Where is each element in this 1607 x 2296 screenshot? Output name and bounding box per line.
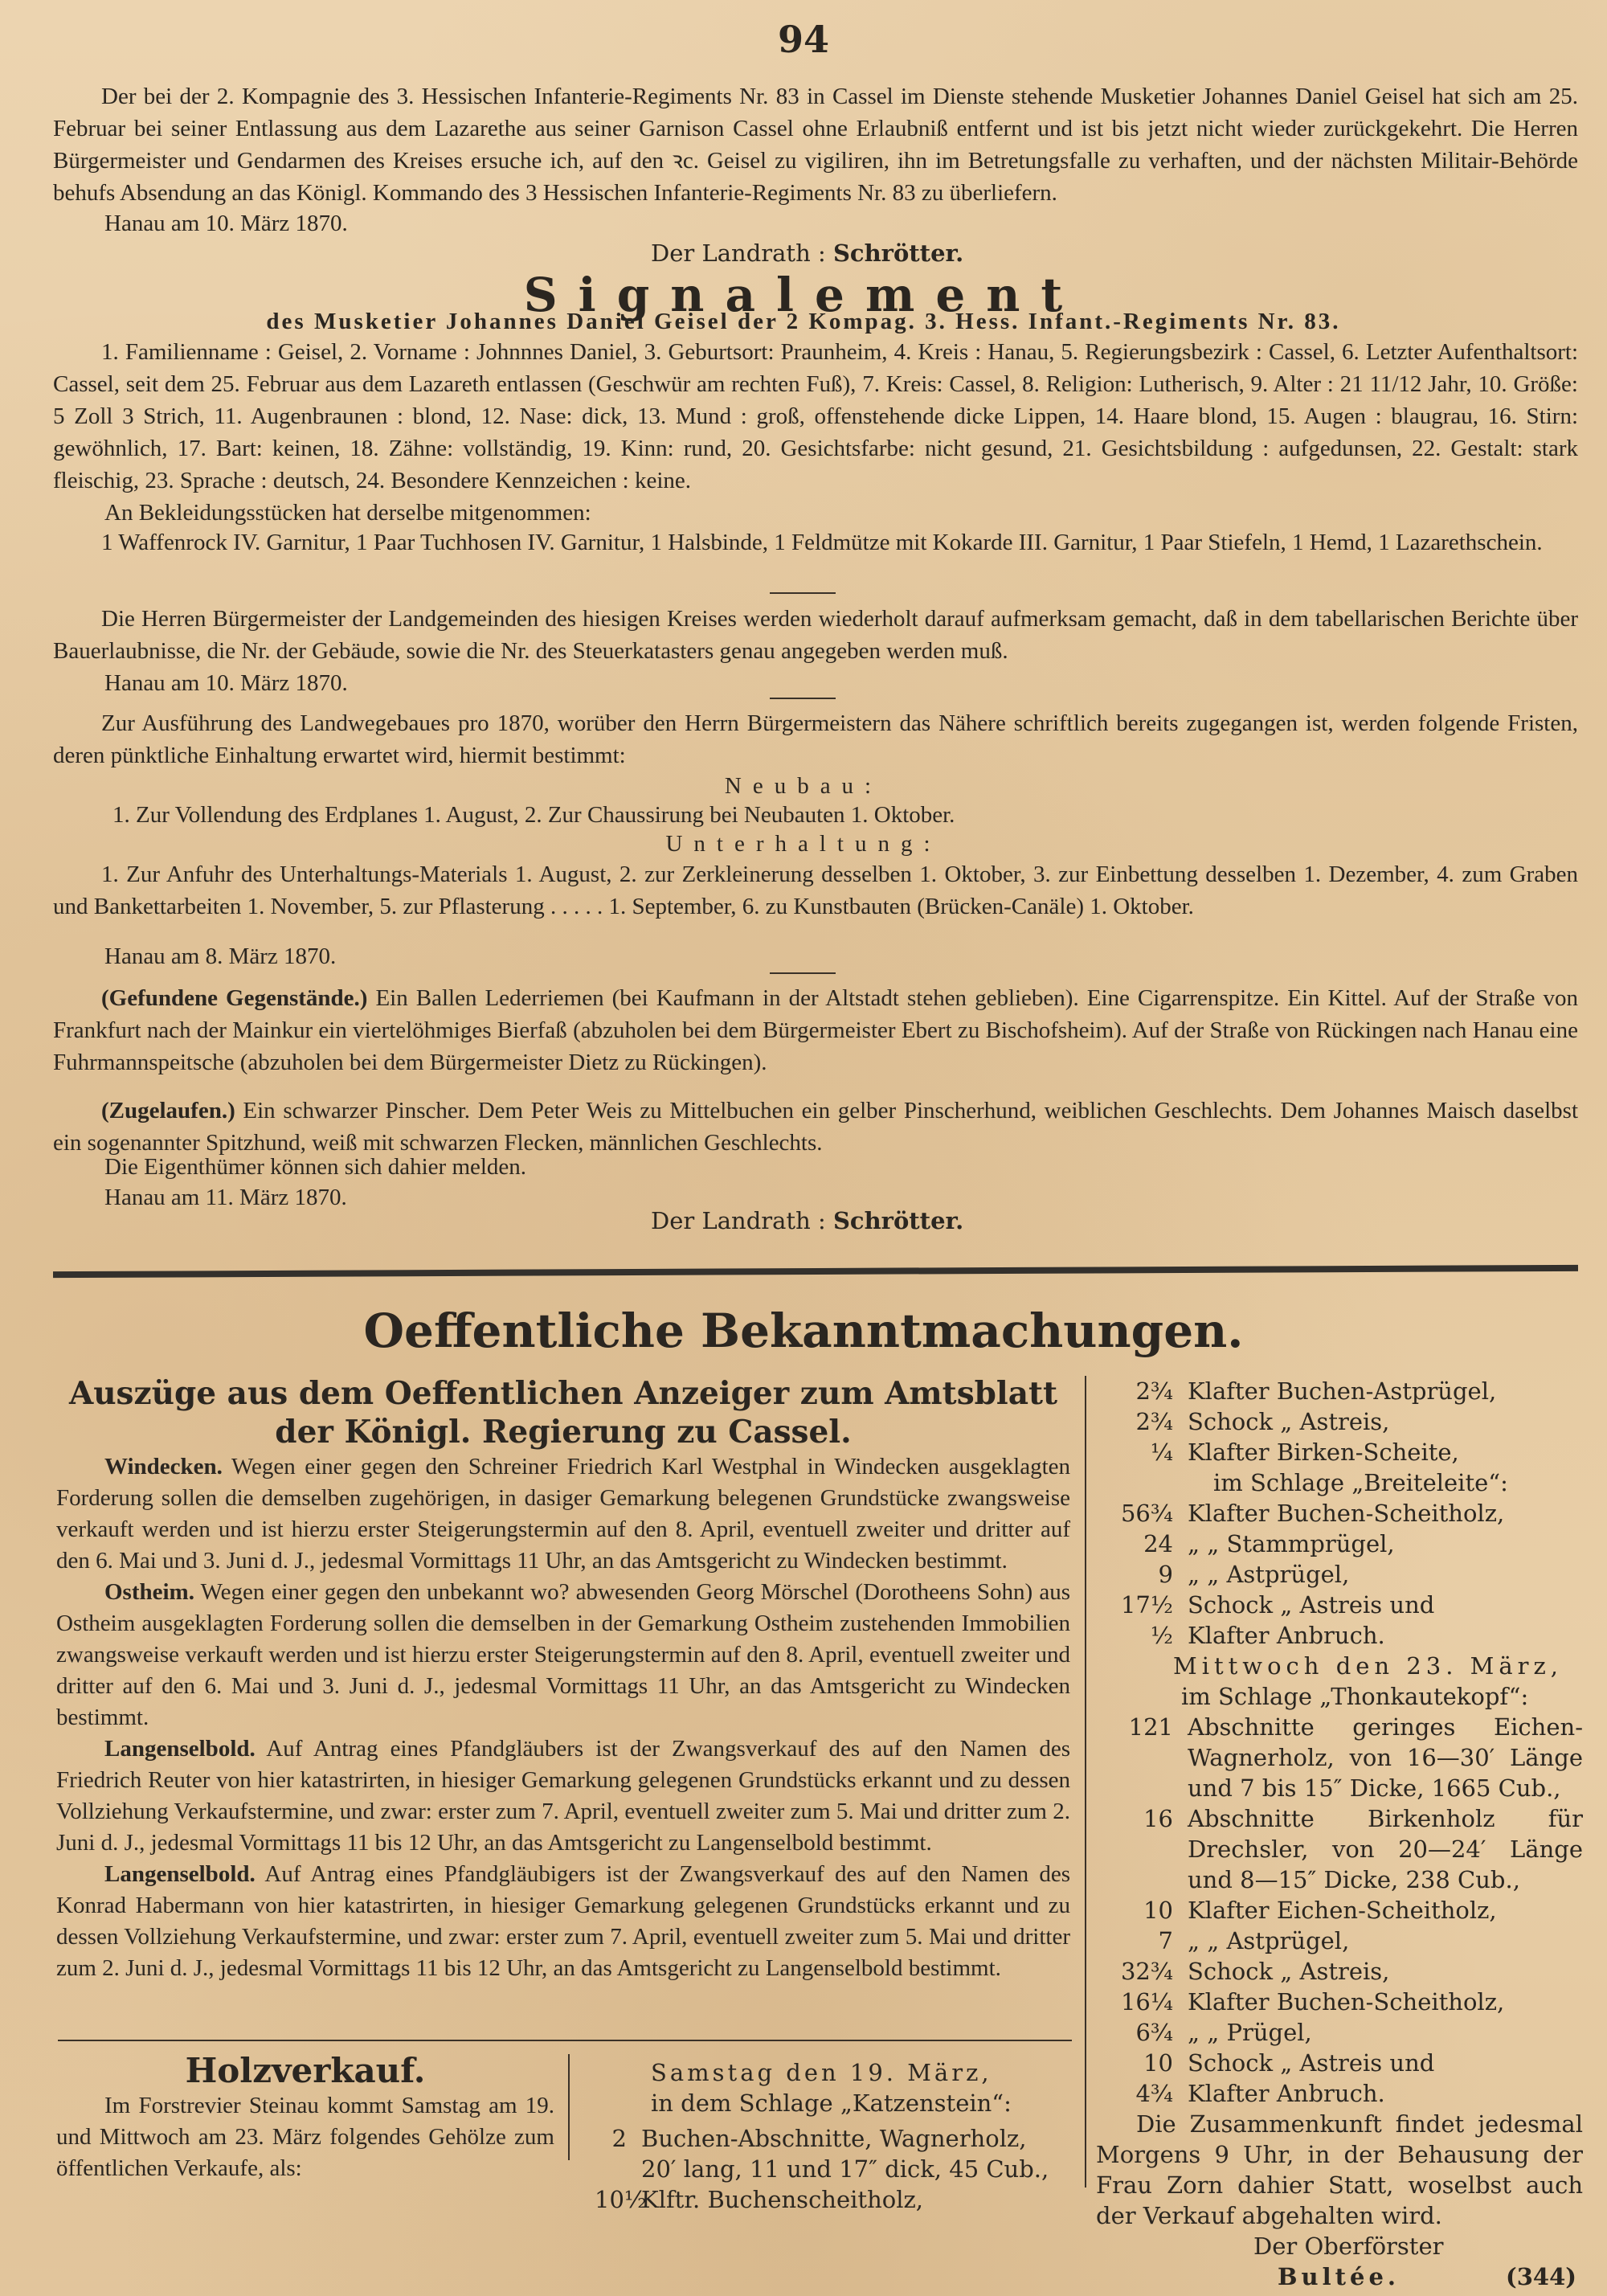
- wood-qty: 24: [1143, 1530, 1173, 1557]
- reference-number: (344): [1506, 2263, 1576, 2290]
- wood-qty: 10: [1143, 1897, 1173, 1924]
- wood-item: [1093, 1803, 1583, 1895]
- wood-desc: Abschnitte geringes Eichen-Wagnerholz, von 16—30′ Länge und 7 bis 15″ Dicke, 1665 Cub.,: [1188, 1713, 1583, 1802]
- deserter-notice-paragraph: Der bei der 2. Kompagnie des 3. Hessischen Infanterie-Regiments Nr. 83 in Cassel im Dienste stehende Musketier Johannes Daniel Geisel hat sich am 25. Februar bei seiner Entlassung aus dem Lazarethe aus seiner Garnison Cassel ohne Erlaubniß entfernt und ist bis jetzt nicht wieder zurückgekehrt. Die Herren Bürgermeister und Gendarmen des Kreises ersuche ich, auf den ꝛc. Geisel zu vigiliren, ihn im Betretungsfalle zu verhaften, und der nächsten Militair-Behörde behufs Absendung an das Königl. Kommando des 3 Hessischen Infanterie-Regiments Nr. 83 zu überliefern.: [53, 84, 1578, 206]
- holzverkauf-intro-block: [56, 2051, 554, 2184]
- signature-name: Schrötter.: [832, 1207, 964, 1234]
- wood-item: [1093, 1712, 1583, 1803]
- wood-item: [1093, 1529, 1583, 1559]
- wood-qty: 56¾: [1120, 1500, 1173, 1527]
- wood-item: [1093, 1987, 1583, 2017]
- wood-desc: Schock „ Astreis und: [1188, 1591, 1435, 1619]
- unterhaltung-text: 1. Zur Anfuhr des Unterhaltungs-Materials 1. August, 2. zur Zerkleinerung desselben 1. Oktober, 3. zur Einbettung desselben 1. Dezember, 4. zum Graben und Bankettarbeiten 1. November, 5. zur Pflasterung . . . . . 1. September, 6. zu Kunstbauten (Brücken-Canäle) 1. Oktober.: [53, 862, 1578, 919]
- wood-desc: Schock „ Astreis,: [1188, 1958, 1390, 1985]
- wood-qty: 4¾: [1135, 2080, 1173, 2107]
- wood-desc: „ „ Prügel,: [1188, 2019, 1312, 2046]
- wood-item: [1093, 1498, 1583, 1529]
- signalement-heading: Signalement: [523, 268, 1084, 322]
- wood-desc: Klafter Eichen-Scheitholz,: [1188, 1897, 1497, 1924]
- page-number: 94: [777, 18, 829, 61]
- wood-qty: 2: [611, 2125, 627, 2152]
- wood-desc: Klafter Anbruch.: [1188, 1622, 1385, 1649]
- holzverkauf-rule: [58, 2040, 1072, 2041]
- meeting-note: Die Zusammenkunft findet jedesmal Morgens 9 Uhr, in der Behausung der Frau Zorn dahier Statt, woselbst auch der Verkauf abgehalten wird.: [1096, 2110, 1583, 2229]
- wood-desc: Abschnitte Birkenholz für Drechsler, von 20—24′ Länge und 8—15″ Dicke, 238 Cub.,: [1188, 1805, 1583, 1893]
- wood-item: [1093, 1895, 1583, 1926]
- public-notices-heading: Oeffentliche Bekanntmachungen.: [363, 1304, 1244, 1358]
- strayed-animals-label: (Zugelaufen.): [101, 1098, 235, 1123]
- wood-desc: „ „ Astprügel,: [1188, 1561, 1350, 1588]
- wood-desc: Klafter Buchen-Scheitholz,: [1188, 1500, 1505, 1527]
- signature-name: Schrötter.: [832, 239, 964, 267]
- divider: [770, 698, 836, 699]
- found-items-label: (Gefundene Gegenstände.): [101, 985, 368, 1011]
- saturday-location: in dem Schlage „Katzenstein“:: [651, 2089, 1012, 2117]
- signature-line: [1093, 2261, 1583, 2292]
- signature-prefix: Der Landrath :: [651, 1207, 826, 1234]
- holzverkauf-heading: Holzverkauf.: [185, 2051, 426, 2090]
- wood-item: [1093, 1376, 1583, 1406]
- notice-entry: [56, 1451, 1070, 1577]
- unterhaltung-heading: Unterhaltung:: [665, 831, 942, 857]
- found-items-text: Ein Ballen Lederriemen (bei Kaufmann in der Altstadt stehen geblieben). Eine Cigarrenspitze. Ein Kittel. Auf der Straße von Frankfurt nach der Mainkur ein viertelöhmiges Bierfaß (abzuholen bei dem Bürgermeister Ebert zu Bischofsheim). Auf der Straße von Rückingen nach Hanau eine Fuhrmannspeitsche (abzuholen bei dem Bürgermeister Dietz zu Rückingen).: [53, 985, 1579, 1075]
- wood-desc: Klafter Buchen-Astprügel,: [1188, 1377, 1497, 1405]
- saturday-heading: Samstag den 19. März,: [651, 2059, 992, 2086]
- strayed-animals-text: Ein schwarzer Pinscher. Dem Peter Weis zu Mittelbuchen ein gelber Pinscherhund, weiblichen Geschlechts. Dem Johannes Maisch daselbst ein sogenannter Spitzhund, weiß mit schwarzen Flecken, männlichen Geschlechts.: [53, 1098, 1578, 1156]
- section-separator: [53, 1265, 1578, 1278]
- excerpts-heading-line2: der Königl. Regierung zu Cassel.: [275, 1414, 852, 1451]
- wood-qty: 2¾: [1135, 1377, 1173, 1405]
- wood-item: [1093, 2017, 1583, 2048]
- signature-name: Bultée.: [1278, 2263, 1401, 2290]
- notice-text: Auf Antrag eines Pfandgläubers ist der Zwangsverkauf des auf den Namen des Friedrich Reuter von hier katastrirten, in hiesiger Gemarkung gelegenen Grundstücks erkannt und zu dessen Vollziehung Verkaufstermine, und zwar: erster zum 7. April, eventuell zweiter zum 5. Mai und dritter zum 2. Juni d. J., jedesmal Vormittags 11 bis 12 Uhr, an das Amtsgericht zu Langenselbold bestimmt.: [56, 1736, 1070, 1856]
- wood-qty: 7: [1158, 1927, 1173, 1954]
- wood-qty: 17½: [1120, 1591, 1173, 1619]
- notice-place: Langenselbold.: [104, 1861, 256, 1887]
- wood-desc: Klafter Anbruch.: [1188, 2080, 1385, 2107]
- wednesday-heading: Mittwoch den 23. März,: [1173, 1652, 1563, 1680]
- wood-desc: Klafter Buchen-Scheitholz,: [1188, 1988, 1505, 2016]
- divider: [770, 972, 836, 974]
- neubau-heading: Neubau:: [724, 773, 883, 799]
- wood-qty: ½: [1150, 1622, 1173, 1649]
- wood-sale-continued-column: [1093, 1376, 1583, 2292]
- lost-found-date: Hanau am 11. März 1870.: [104, 1185, 347, 1210]
- wood-qty: 10: [1143, 2049, 1173, 2077]
- wood-desc: Klafter Birken-Scheite,: [1188, 1439, 1459, 1466]
- road-construction-date: Hanau am 8. März 1870.: [104, 943, 337, 969]
- wood-desc: „ „ Astprügel,: [1188, 1927, 1350, 1954]
- wood-item: [1093, 1406, 1583, 1437]
- wood-item: [595, 2123, 1069, 2184]
- road-construction-paragraph: Zur Ausführung des Landwegebaues pro 1870, worüber den Herrn Bürgermeistern das Nähere schriftlich bereits zugegangen ist, werden folgende Fristen, deren pünktliche Einhaltung erwartet wird, hiermit bestimmt:: [53, 710, 1578, 768]
- wood-desc: Buchen-Abschnitte, Wagnerholz, 20′ lang, 11 und 17″ dick, 45 Cub.,: [641, 2125, 1049, 2183]
- wood-desc: „ „ Stammprügel,: [1188, 1530, 1395, 1557]
- building-permit-notice: Die Herren Bürgermeister der Landgemeinden des hiesigen Kreises werden wiederholt darauf aufmerksam gemacht, daß in dem tabellarischen Berichte über Bauerlaubnisse, die Nr. der Gebäude, sowie die Nr. des Steuerkatasters genau angegeben werden muß.: [53, 606, 1578, 664]
- wood-desc: Schock „ Astreis,: [1188, 1408, 1390, 1435]
- column-divider: [1085, 1376, 1086, 2188]
- clothing-intro: An Bekleidungsstücken hat derselbe mitgenommen:: [104, 500, 591, 526]
- deserter-notice-date: Hanau am 10. März 1870.: [104, 211, 348, 236]
- notice-text: Wegen einer gegen den Schreiner Friedrich Karl Westphal in Windecken ausgeklagten Forderung sollen die demselben zugehörigen, in dasiger Gemarkung belegenen Grundstücke zwangsweise verkauft werden und ist hierzu erster Steigerungstermin auf den 8. April, eventuell zweiter und dritter auf den 6. Mai und 3. Juni d. J., jedesmal Vormittags 11 Uhr, an das Amtsgericht zu Windecken bestimmt.: [56, 1454, 1071, 1574]
- strayed-animals-paragraph: [53, 1095, 1578, 1159]
- notice-text: Auf Antrag eines Pfandgläubigers ist der Zwangsverkauf des auf den Namen des Konrad Habermann von hier katastrirten, in hiesiger Gemarkung gelegenen Grundstücks erkannt und zu dessen Vollziehung Verkaufstermine, und zwar: erster zum 7. April, eventuell zweiter zum 5. Mai und dritter zum 2. Juni d. J., jedesmal Vormittags 11 bis 12 Uhr, an das Amtsgericht zu Langenselbold bestimmt.: [56, 1861, 1070, 1981]
- notice-place: Langenselbold.: [104, 1736, 256, 1762]
- wood-qty: ¼: [1150, 1439, 1173, 1466]
- wood-item: [1093, 2078, 1583, 2109]
- notice-place: Ostheim.: [104, 1579, 194, 1605]
- deserter-notice-signature: [651, 239, 963, 267]
- wood-desc: Klftr. Buchenscheitholz,: [641, 2186, 923, 2213]
- wood-item: [1093, 1559, 1583, 1590]
- notice-entry: [56, 1859, 1070, 1984]
- wood-item: [1093, 1926, 1583, 1956]
- wood-qty: 9: [1158, 1561, 1173, 1588]
- notice-entry: [56, 1577, 1070, 1733]
- wood-qty: 2¾: [1135, 1408, 1173, 1435]
- notice-place: Windecken.: [104, 1454, 223, 1480]
- found-items-paragraph: [53, 982, 1578, 1078]
- signalement-subheading: des Musketier Johannes Daniel Geisel der 2 Kompag. 3. Hess. Infant.-Regiments Nr. 83.: [266, 309, 1341, 334]
- wood-item: [595, 2184, 1069, 2215]
- holzverkauf-intro: Im Forstrevier Steinau kommt Samstag am 19. und Mittwoch am 23. März folgendes Gehölze zum öffentlichen Verkaufe, als:: [56, 2093, 554, 2181]
- wood-item: [1093, 1590, 1583, 1620]
- notice-text: Wegen einer gegen den unbekannt wo? abwesenden Georg Mörschel (Dorotheens Sohn) aus Ostheim ausgeklagten Forderung sollen die demselben in der Gemarkung Ostheim zustehenden Immobilien zwangsweise verkauft werden und ist hierzu erster Steigerungstermin auf den 8. April, eventuell zweiter und dritter auf den 6. Mai und 3. Juni d. J., jedesmal Vormittags 11 Uhr, an das Amtsgericht zu Windecken bestimmt.: [56, 1579, 1070, 1730]
- wood-qty: 16¼: [1120, 1988, 1173, 2016]
- wood-qty: 6¾: [1135, 2019, 1173, 2046]
- wood-qty: 121: [1128, 1713, 1173, 1741]
- saturday-sale-block: [595, 2057, 1069, 2215]
- building-permit-date: Hanau am 10. März 1870.: [104, 670, 348, 696]
- excerpts-column: [56, 1374, 1070, 1984]
- wood-item: [1093, 2048, 1583, 2078]
- lost-found-signature: [651, 1207, 963, 1234]
- clothing-list: 1 Waffenrock IV. Garnitur, 1 Paar Tuchhosen IV. Garnitur, 1 Halsbinde, 1 Feldmütze mit Kokarde III. Garnitur, 1 Paar Stiefeln, 1 Hemd, 1 Lazarethschein.: [101, 530, 1543, 555]
- wood-item: [1093, 1620, 1583, 1651]
- wood-qty: 16: [1143, 1805, 1173, 1832]
- wood-item: [1093, 1437, 1583, 1467]
- breiteleite-location: im Schlage „Breiteleite“:: [1213, 1469, 1508, 1496]
- divider: [770, 592, 836, 594]
- wood-qty: 32¾: [1120, 1958, 1173, 1985]
- neubau-text: 1. Zur Vollendung des Erdplanes 1. August, 2. Zur Chaussirung bei Neubauten 1. Oktober.: [112, 802, 955, 828]
- wood-qty: 10½: [595, 2186, 648, 2213]
- owners-note: Die Eigenthümer können sich dahier melden.: [104, 1154, 527, 1180]
- notice-entry: [56, 1733, 1070, 1859]
- wood-desc: Schock „ Astreis und: [1188, 2049, 1435, 2077]
- wood-item: [1093, 1956, 1583, 1987]
- signature-prefix: Der Landrath :: [651, 239, 826, 267]
- holzverkauf-column-divider: [568, 2054, 570, 2160]
- signalement-details: 1. Familienname : Geisel, 2. Vorname : Johnnnes Daniel, 3. Geburtsort: Praunheim, 4. Kreis : Hanau, 5. Regierungsbezirk : Cassel, 6. Letzter Aufenthaltsort: Cassel, seit dem 25. Februar aus dem Lazareth entlassen (Geschwür am rechten Fuß), 7. Kreis: Cassel, 8. Religion: Lutherisch, 9. Alter : 21 11/12 Jahr, 10. Größe: 5 Zoll 3 Strich, 11. Augenbraunen : blond, 12. Nase: dick, 13. Mund : groß, offenstehende dicke Lippen, 14. Haare blond, 15. Augen : blaugrau, 16. Stirn: gewöhnlich, 17. Bart: keinen, 18. Zähne: vollständig, 19. Kinn: rund, 20. Gesichtsfarbe: nicht gesund, 21. Gesichtsbildung : aufgedunsen, 22. Gestalt: stark fleischig, 23. Sprache : deutsch, 24. Besondere Kennzeichen : keine.: [53, 339, 1578, 493]
- signature-title: Der Oberförster: [1253, 2233, 1444, 2260]
- excerpts-heading-line1: Auszüge aus dem Oeffentlichen Anzeiger zum Amtsblatt: [68, 1375, 1058, 1412]
- wednesday-location: im Schlage „Thonkautekopf“:: [1181, 1683, 1529, 1710]
